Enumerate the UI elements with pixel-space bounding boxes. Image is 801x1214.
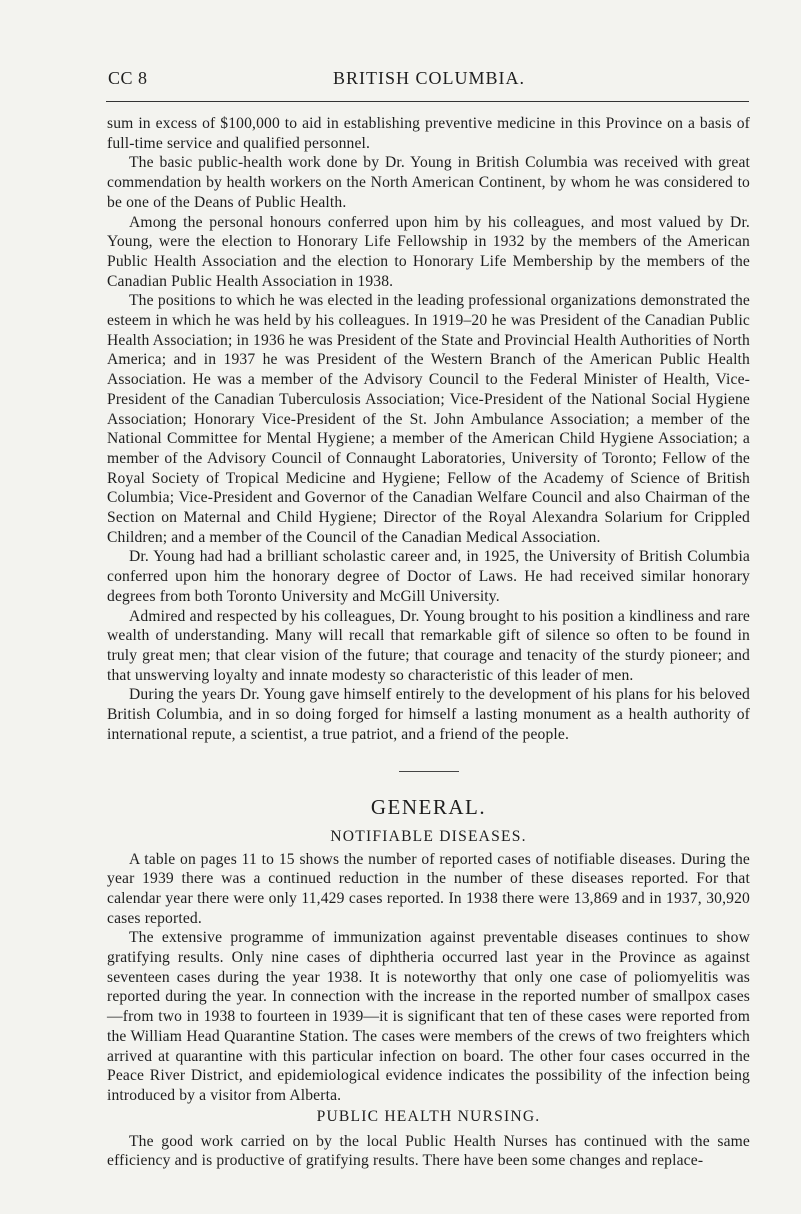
paragraph: The extensive programme of immunization against preventable diseases continues to show gratifying results. Only nine cases of diphtheria occurred last year in the Province as against seventeen cases during the year 1938. It is noteworthy that only one case of poliomyelitis was reported during the year. In connection with the increase in the reported number of smallpox cases—from two in 1938 to fourteen in 1939—it is significant that ten of these cases were reported from the William Head Quarantine Station. The cases were members of the crews of two freighters which arrived at quarantine with this particular infection on board. The other four cases occurred in the Peace River District, and epidemiological evidence indicates the possibility of the infection being introduced by a visitor from Alberta. (107, 929, 750, 1104)
section-separator (399, 771, 459, 772)
running-title: BRITISH COLUMBIA. (332, 68, 525, 88)
paragraph: Admired and respected by his colleagues, Dr. Young brought to his position a kindliness and rare wealth of understanding. Many will recall that remarkable gift of silence so often to be found in truly great men; that clear vision of the future; that courage and tenacity of the sturdy pioneer; and that unswerving loyalty and innate modesty so characteristic of this leader of men. (107, 607, 750, 684)
paragraph: During the years Dr. Young gave himself entirely to the development of his plans for his beloved British Columbia, and in so doing forged for himself a lasting monument as a health authority of international repute, a scientist, a true patriot, and a friend of the people. (107, 686, 750, 743)
heading-public-health-nursing: PUBLIC HEALTH NURSING. (316, 1107, 541, 1125)
paragraph: sum in excess of $100,000 to aid in establishing preventive medicine in this Province on a basis of full-time service and qualified personnel. (107, 115, 750, 152)
paragraph: Dr. Young had had a brilliant scholastic career and, in 1925, the University of British Columbia conferred upon him the honorary degree of Doctor of Laws. He had received similar honorary degrees from both Toronto University and McGill University. (107, 548, 750, 605)
paragraph: Among the personal honours conferred upon him by his colleagues, and most valued by Dr. Young, were the election to Honorary Life Fellowship in 1932 by the members of the American Public Health Association and the election to Honorary Life Membership by the members of the Canadian Public Health Association in 1938. (107, 213, 750, 290)
paragraph: The good work carried on by the local Public Health Nurses has continued with the same efficiency and is productive of gratifying results. There have been some changes and replace- (107, 1132, 750, 1170)
paragraph: The positions to which he was elected in the leading professional organizations demonstrated the esteem in which he was held by his colleagues. In 1919–20 he was President of the Canadian Public Health Association; in 1936 he was President of the State and Provincial Health Authorities of North America; and in 1937 he was President of the Western Branch of the American Public Health Association. He was a member of the Advisory Council to the Federal Minister of Health, Vice-President of the Canadian Tuberculosis Association; Vice-President of the National Social Hygiene Association; Honorary Vice-President of the St. John Ambulance Association; a member of the National Committee for Mental Hygiene; a member of the American Child Hygiene Association; a member of the Advisory Council of Connaught Laboratories, University of Toronto; Fellow of the Royal Society of Tropical Medicine and Hygiene; Fellow of the Academy of Science of British Columbia; Vice-President and Governor of the Canadian Welfare Council and also Chairman of the Section on Maternal and Child Hygiene; Director of the Royal Alexandra Solarium for Crippled Children; and a member of the Council of the Canadian Medical Association. (107, 292, 750, 546)
heading-notifiable-diseases: NOTIFIABLE DISEASES. (330, 827, 527, 845)
paragraph: A table on pages 11 to 15 shows the number of reported cases of notifiable diseases. During the year 1939 there was a continued reduction in the number of these diseases reported. For that calendar year there were only 11,429 cases reported. In 1938 there were 13,869 and in 1937, 30,920 cases reported. (107, 850, 750, 927)
paragraph: The basic public-health work done by Dr. Young in British Columbia was received with great commendation by health workers on the North American Continent, by whom he was considered to be one of the Deans of Public Health. (107, 154, 750, 211)
header-rule (106, 101, 749, 102)
section-heading-general: GENERAL. (370, 794, 487, 819)
page-code: CC 8 (108, 68, 148, 88)
page-header (108, 68, 750, 94)
body-text (107, 114, 750, 1171)
